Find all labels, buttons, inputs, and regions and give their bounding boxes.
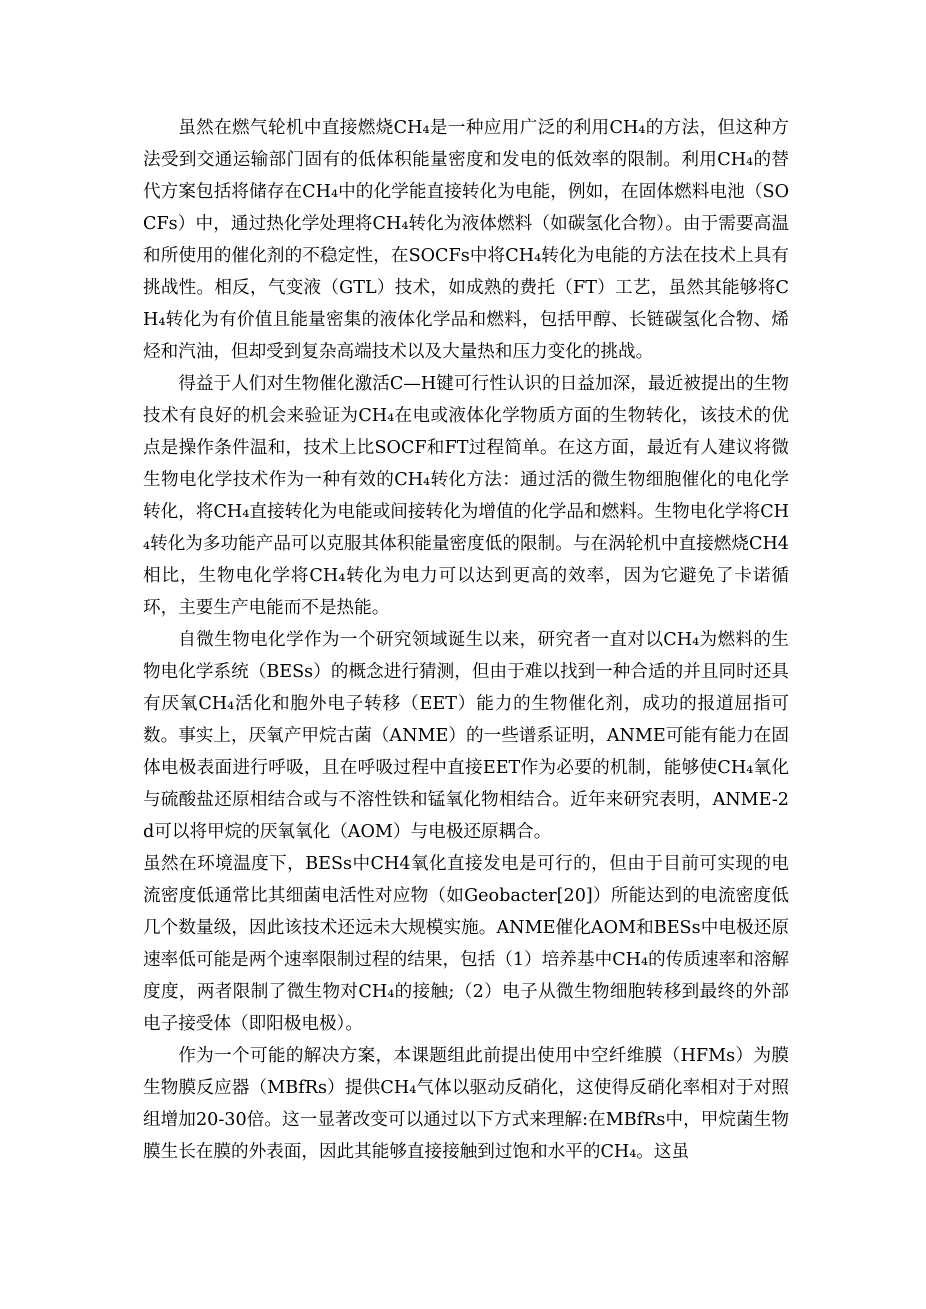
paragraph-5: 作为一个可能的解决方案，本课题组此前提出使用中空纤维膜（HFMs）为膜生物膜反应器（MBfRs）提供CH₄气体以驱动反硝化，这使得反硝化率相对于对照组增加20-30倍。这一显著改变可以通过以下方式来理解:在MBfRs中，甲烷菌生物膜生长在膜的外表面，因此其能够直接接触到过饱和水平的CH₄。这虽 <box>143 1046 789 1162</box>
document-page <box>143 112 789 1168</box>
paragraph-1: 虽然在燃气轮机中直接燃烧CH₄是一种应用广泛的利用CH₄的方法，但这种方法受到交通运输部门固有的低体积能量密度和发电的低效率的限制。利用CH₄的替代方案包括将储存在CH₄中的化学能直接转化为电能，例如，在固体燃料电池（SOCFs）中，通过热化学处理将CH₄转化为液体燃料（如碳氢化合物）。由于需要高温和所使用的催化剂的不稳定性，在SOCFs中将CH₄转化为电能的方法在技术上具有挑战性。相反，气变液（GTL）技术，如成熟的费托（FT）工艺，虽然其能够将CH₄转化为有价值且能量密集的液体化学品和燃料，包括甲醇、长链碳氢化合物、烯烃和汽油，但却受到复杂高端技术以及大量热和压力变化的挑战。 <box>143 118 789 362</box>
paragraph-3: 自微生物电化学作为一个研究领域诞生以来，研究者一直对以CH₄为燃料的生物电化学系统（BESs）的概念进行猜测，但由于难以找到一种合适的并且同时还具有厌氧CH₄活化和胞外电子转移（EET）能力的生物催化剂，成功的报道屈指可数。事实上，厌氧产甲烷古菌（ANME）的一些谱系证明，ANME可能有能力在固体电极表面进行呼吸，且在呼吸过程中直接EET作为必要的机制，能够使CH₄氧化与硫酸盐还原相结合或与不溶性铁和锰氧化物相结合。近年来研究表明，ANME-2d可以将甲烷的厌氧氧化（AOM）与电极还原耦合。 <box>143 630 789 842</box>
paragraph-2: 得益于人们对生物催化激活C—H键可行性认识的日益加深，最近被提出的生物技术有良好的机会来验证为CH₄在电或液体化学物质方面的生物转化，该技术的优点是操作条件温和，技术上比SOCF和FT过程简单。在这方面，最近有人建议将微生物电化学技术作为一种有效的CH₄转化方法：通过活的微生物细胞催化的电化学转化，将CH₄直接转化为电能或间接转化为增值的化学品和燃料。生物电化学将CH₄转化为多功能产品可以克服其体积能量密度低的限制。与在涡轮机中直接燃烧CH4相比，生物电化学将CH₄转化为电力可以达到更高的效率，因为它避免了卡诺循环，主要生产电能而不是热能。 <box>143 374 789 618</box>
paragraph-4: 虽然在环境温度下，BESs中CH4氧化直接发电是可行的，但由于目前可实现的电流密度低通常比其细菌电活性对应物（如Geobacter[20]）所能达到的电流密度低几个数量级，因此该技术还远未大规模实施。ANME催化AOM和BESs中电极还原速率低可能是两个速率限制过程的结果，包括（1）培养基中CH₄的传质速率和溶解度度，两者限制了微生物对CH₄的接触;（2）电子从微生物细胞转移到最终的外部电子接受体（即阳极电极）。 <box>143 854 789 1034</box>
